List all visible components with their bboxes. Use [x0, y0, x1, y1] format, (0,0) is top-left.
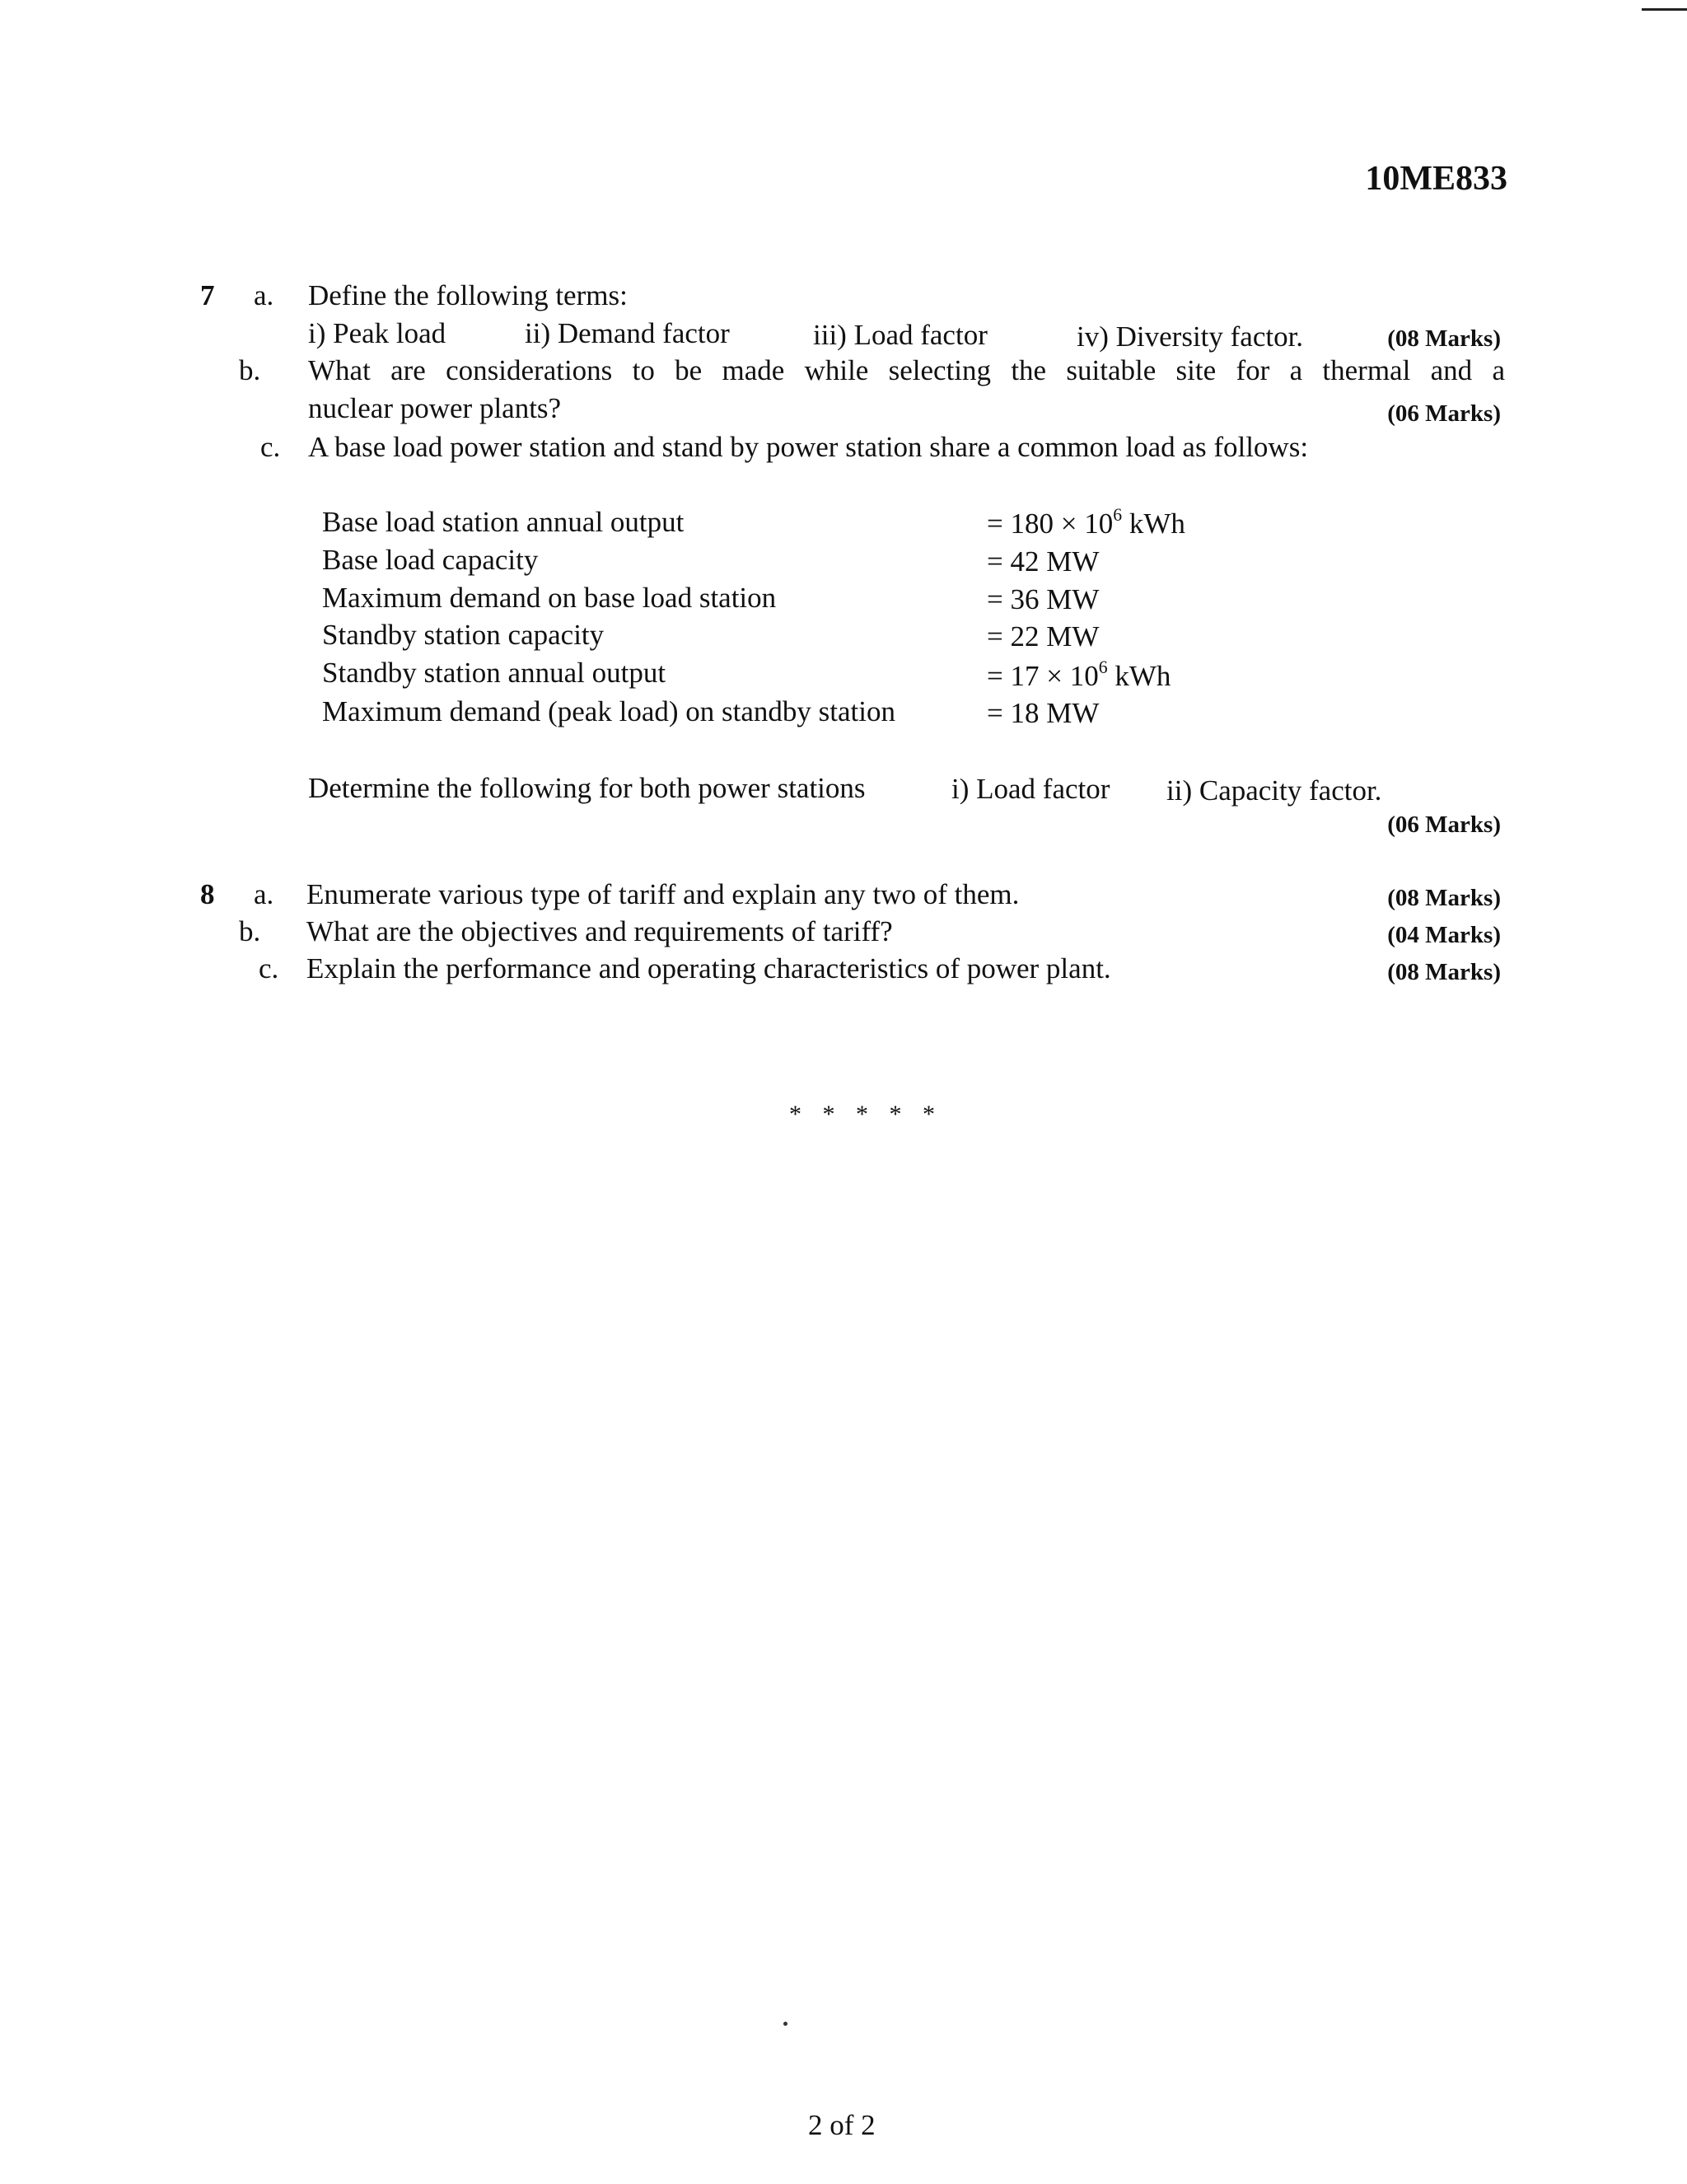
question-7b-line2: nuclear power plants? — [308, 392, 562, 424]
marks-8c: (08 Marks) — [1387, 959, 1501, 985]
marks-7b: (06 Marks) — [1387, 400, 1501, 427]
term-diversity-factor: iv) Diversity factor. — [1077, 320, 1304, 353]
page-number: 2 of 2 — [808, 2109, 876, 2141]
part-label-8c: c. — [259, 952, 279, 984]
data-value-standby-max-demand: = 18 MW — [987, 697, 1100, 729]
scan-speck — [783, 2022, 787, 2026]
question-7b-line1: What are considerations to be made while selecting the suitable site for a thermal and a — [308, 354, 1505, 386]
question-number-7: 7 — [200, 279, 215, 311]
question-7c-text: A base load power station and stand by power station share a common load as follows: — [308, 431, 1309, 463]
part-label-7c: c. — [260, 431, 281, 463]
term-demand-factor: ii) Demand factor — [525, 317, 730, 349]
question-8b-text: What are the objectives and requirements of tariff? — [306, 915, 893, 947]
end-of-paper-mark: * * * * * — [789, 1101, 942, 1128]
data-label-base-max-demand: Maximum demand on base load station — [322, 582, 777, 614]
question-7a-text: Define the following terms: — [308, 279, 628, 311]
data-label-standby-max-demand: Maximum demand (peak load) on standby station — [322, 695, 895, 727]
paper-code: 10ME833 — [1365, 160, 1507, 198]
part-label-7b: b. — [239, 354, 261, 386]
term-peak-load: i) Peak load — [308, 317, 446, 349]
data-label-base-output: Base load station annual output — [322, 506, 685, 538]
marks-7c: (06 Marks) — [1387, 811, 1501, 838]
term-load-factor: iii) Load factor — [813, 319, 988, 351]
determine-term-capacity-factor: ii) Capacity factor. — [1166, 774, 1382, 807]
part-label-8a: a. — [254, 878, 274, 910]
data-label-base-capacity: Base load capacity — [322, 544, 539, 576]
part-label-7a: a. — [254, 279, 274, 311]
data-label-standby-output: Standby station annual output — [322, 657, 666, 689]
marks-7a: (08 Marks) — [1387, 325, 1501, 352]
data-value-base-max-demand: = 36 MW — [987, 583, 1100, 615]
scan-edge-mark — [1642, 8, 1687, 11]
marks-8b: (04 Marks) — [1387, 922, 1501, 948]
question-number-8: 8 — [200, 878, 215, 910]
data-value-base-output: = $180 \times 10^6$ kWh — [987, 504, 1185, 540]
marks-8a: (08 Marks) — [1387, 885, 1501, 911]
determine-term-load-factor: i) Load factor — [951, 773, 1110, 805]
part-label-8b: b. — [239, 915, 261, 947]
data-label-standby-capacity: Standby station capacity — [322, 619, 605, 651]
determine-text: Determine the following for both power stations — [308, 772, 866, 804]
data-value-standby-output: = $17 \times 10^6$ kWh — [987, 657, 1171, 692]
question-8c-text: Explain the performance and operating characteristics of power plant. — [306, 952, 1111, 984]
question-8a-text: Enumerate various type of tariff and explain any two of them. — [306, 878, 1020, 910]
data-value-base-capacity: = 42 MW — [987, 545, 1100, 578]
data-value-standby-capacity: = 22 MW — [987, 620, 1100, 652]
